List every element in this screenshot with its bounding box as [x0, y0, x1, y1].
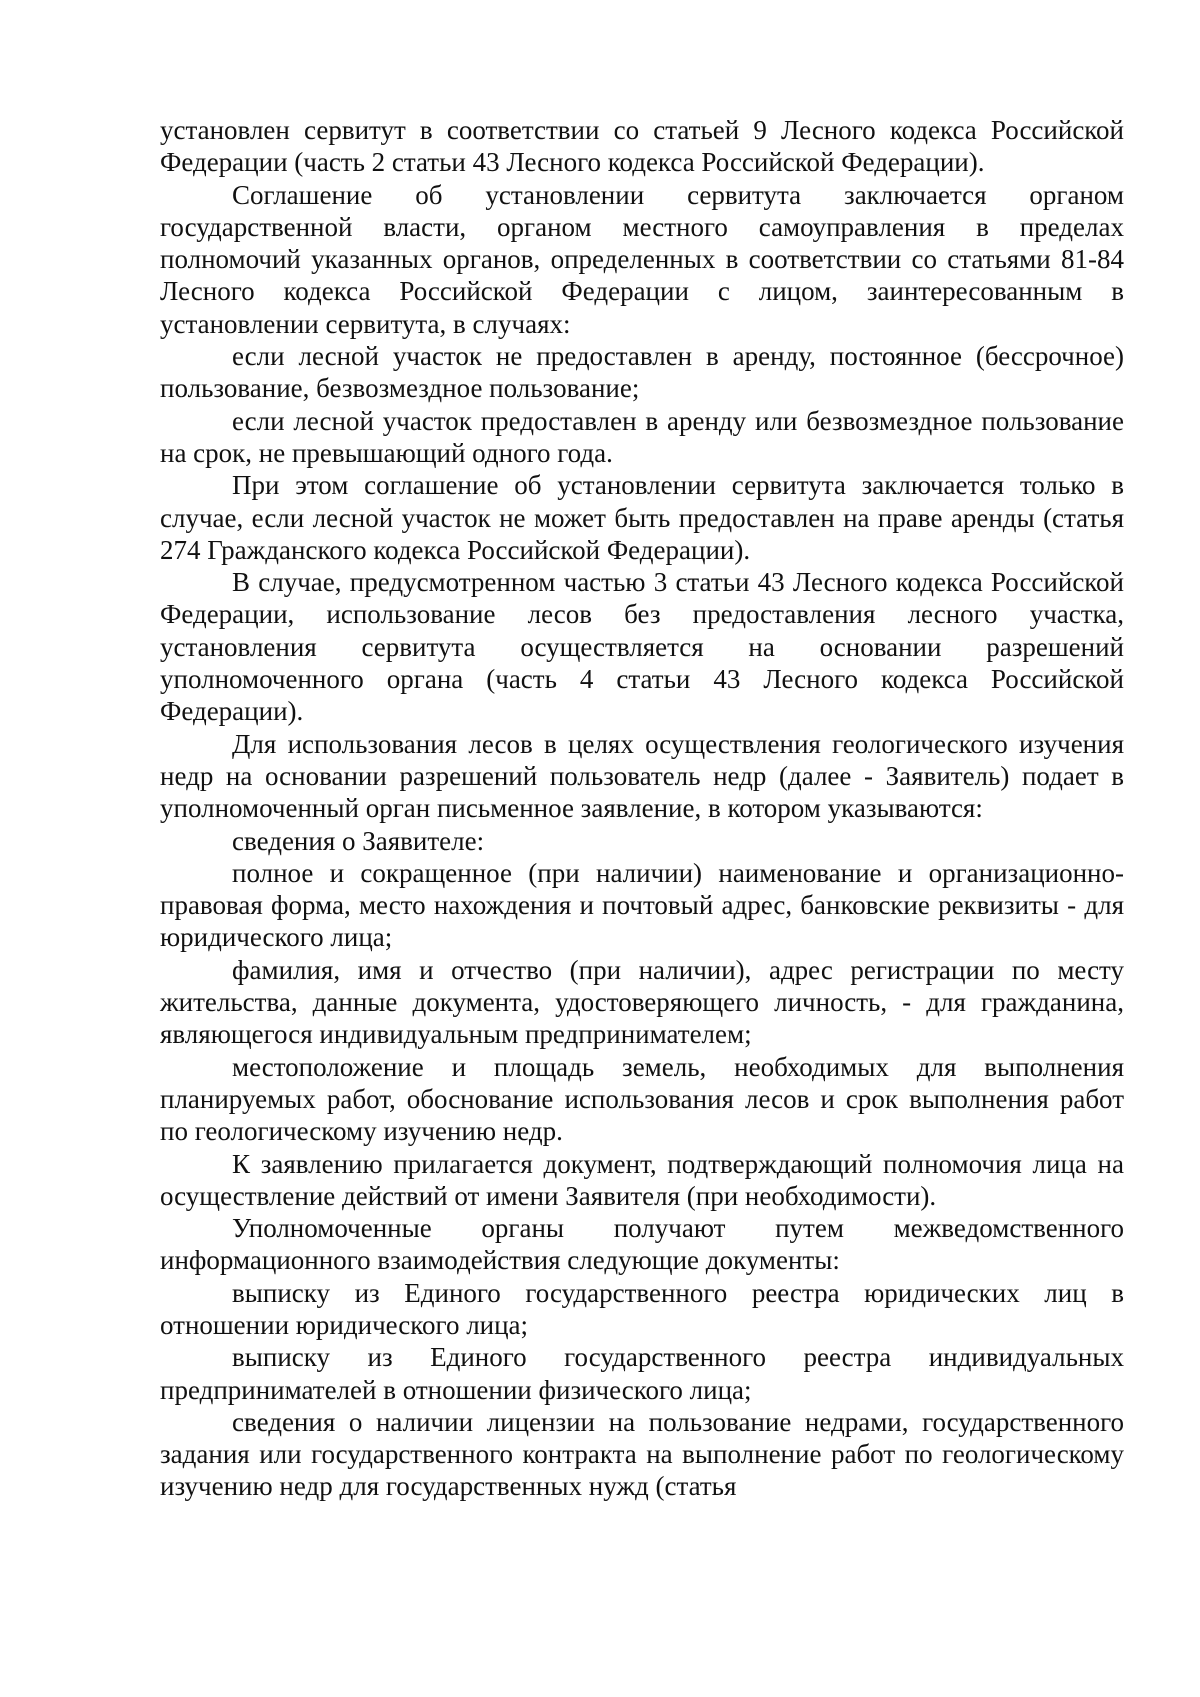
document-page	[160, 114, 1124, 1503]
paragraph-servitude-agreement: Соглашение об установлении сервитута заключается органом государственной власти, органом местного самоуправления в пределах полномочий указанных органов, определенных в соответствии со статьями 81-84 Лесного кодекса Российской Федерации с лицом, заинтересованным в установлении сервитута, в случаях:	[160, 179, 1124, 339]
paragraph-case-not-leased: если лесной участок не предоставлен в аренду, постоянное (бессрочное) пользование, безвозмездное пользование;	[160, 341, 1124, 404]
paragraph-applicant-info: сведения о Заявителе:	[232, 825, 485, 856]
paragraph-legal-entity-info: полное и сокращенное (при наличии) наименование и организационно-правовая форма, место нахождения и почтовый адрес, банковские реквизиты - для юридического лица;	[160, 857, 1124, 953]
paragraph-lease-condition: При этом соглашение об установлении сервитута заключается только в случае, если лесной участок не может быть предоставлен на праве аренды (статья 274 Гражданского кодекса Российской Федерации).	[160, 470, 1124, 565]
paragraph-entrepreneur-register-extract: выписку из Единого государственного реестра индивидуальных предпринимателей в отношении физического лица;	[160, 1342, 1124, 1405]
paragraph-applicant-statement: Для использования лесов в целях осуществления геологического изучения недр на основании разрешений пользователь недр (далее - Заявитель) подает в уполномоченный орган письменное заявление, в котором указываются:	[160, 728, 1124, 824]
paragraph-permits-case: В случае, предусмотренном частью 3 статьи 43 Лесного кодекса Российской Федерации, использование лесов без предоставления лесного участка, установления сервитута осуществляется на основании разрешений уполномоченного органа (часть 4 статьи 43 Лесного кодекса Российской Федерации).	[160, 567, 1124, 727]
paragraph-authority-document: К заявлению прилагается документ, подтверждающий полномочия лица на осуществление действий от имени Заявителя (при необходимости).	[160, 1148, 1124, 1211]
paragraph-interagency-docs: Уполномоченные органы получают путем межведомственного информационного взаимодействия следующие документы:	[160, 1213, 1124, 1276]
paragraph-legal-register-extract: выписку из Единого государственного реестра юридических лиц в отношении юридического лица;	[160, 1277, 1124, 1340]
paragraph-location-area: местоположение и площадь земель, необходимых для выполнения планируемых работ, обоснование использования лесов и срок выполнения работ по геологическому изучению недр.	[160, 1051, 1124, 1147]
paragraph-case-short-lease: если лесной участок предоставлен в аренду или безвозмездное пользование на срок, не превышающий одного года.	[160, 405, 1124, 468]
paragraph-continuation: установлен сервитут в соответствии со статьей 9 Лесного кодекса Российской Федерации (часть 2 статьи 43 Лесного кодекса Российской Федерации).	[160, 115, 1124, 178]
paragraph-license-info: сведения о наличии лицензии на пользование недрами, государственного задания или государственного контракта на выполнение работ по геологическому изучению недр для государственных нужд (статья	[160, 1406, 1124, 1502]
paragraph-entrepreneur-info: фамилия, имя и отчество (при наличии), адрес регистрации по месту жительства, данные документа, удостоверяющего личность, - для гражданина, являющегося индивидуальным предпринимателем;	[160, 954, 1124, 1050]
